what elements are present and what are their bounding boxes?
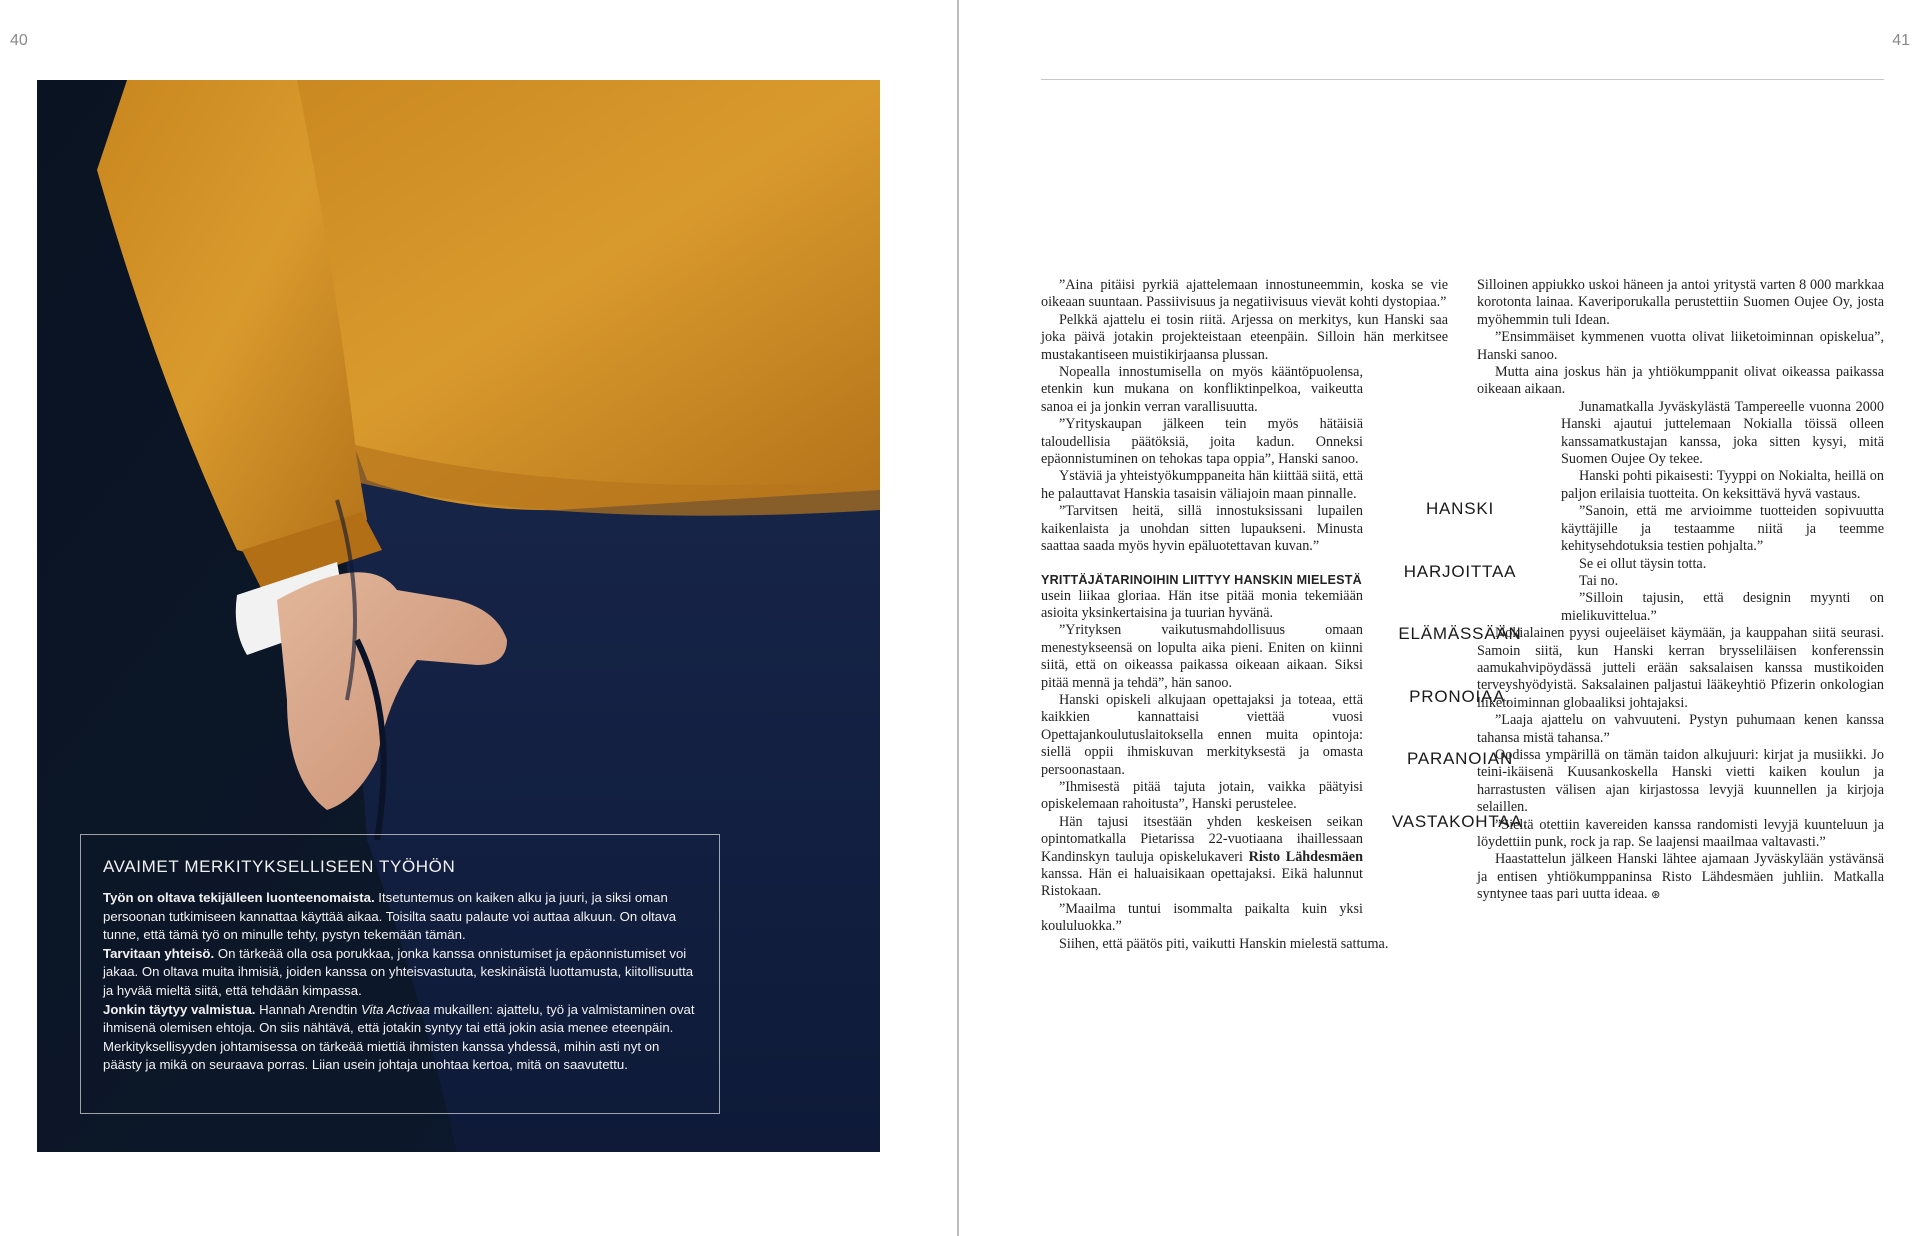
pull-quote-line: HANSKI — [1425, 499, 1495, 518]
paragraph — [1477, 851, 1884, 904]
section-subheading: YRITTÄJÄTARINOIHIN LIITTYY HANSKIN MIELESTÄ — [1041, 572, 1362, 587]
page-spine — [957, 0, 959, 1236]
paragraph: Mutta aina joskus hän ja yhtiökumppanit olivat oikeassa paikassa oikeaan aikaan. — [1477, 364, 1884, 398]
paragraph: ”Laaja ajattelu on vahvuuteni. Pystyn puhumaan kenen kanssa tahansa mistä tahansa.” — [1477, 712, 1884, 746]
keys-info-box — [80, 834, 720, 1114]
paragraph: ”Yrityksen vaikutusmahdollisuus omaan menestykseensä on lopulta aika pieni. Eniten on kiinni siitä, että on oikeassa paikassa oikeaan aikaan. Siksi pitää mennä ja tehdä”, hän sanoo. — [1041, 622, 1363, 691]
paragraph: ”Ihmisestä pitää tajuta jotain, vaikka päätyisi opiskelemaan rahoitusta”, Hanski perustelee. — [1041, 778, 1363, 813]
paragraph: Oodissa ympärillä on tämän taidon alkujuuri: kirjat ja musiikki. Jo teini-ikäisenä Kuusankoskella Hanski vietti kaiken koulun ja harrastusten välisen ajan kirjastossa levyjä kuunnellen ja kirjoja selaillen. — [1477, 746, 1884, 816]
article-column-2 — [1477, 277, 1884, 905]
paragraph — [1041, 814, 1363, 901]
paragraph: Ystäviä ja yhteistyökumppaneita hän kiittää siitä, että he palauttavat Hanskia tasaisin väliajoin maan pinnalle. — [1041, 468, 1363, 502]
pull-quote-line: VASTAKOHTAA. — [1391, 811, 1529, 831]
info-box-title: AVAIMET MERKITYKSELLISEEN TYÖHÖN — [103, 857, 456, 876]
book-title: Vita Activaa — [361, 1001, 430, 1017]
paragraph: ”Aina pitäisi pyrkiä ajattelemaan innostuneemmin, koska se vie oikeaan suuntaan. Passiivisuus ja negatiivisuus vievät kohti dystopiaa.” — [1041, 277, 1448, 311]
key-2-text: On tärkeää olla osa porukkaa, jonka kanssa onnistumiset ja epäonnistumiset voi jakaa. On oltava muita ihmisiä, joiden kanssa on yhteisvastuuta, keskinäistä luottamusta, kiitollisuutta ja hyvää mieltä siitä, että tehdään kimpassa. — [103, 945, 694, 998]
key-3-text-b: mukaillen: ajattelu, työ ja valmistaminen ovat ihmisenä olemisen ehtoja. On siis nähtävä, että jotakin syntyy tai että jokin asia menee eteenpäin. Merkityksellisyyden johtamisessa on tärkeää miettiä ihmisten kanssa yhdessä, mihin asti nyt on päästy ja mikä on seuraava porras. Liian usein johtaja unohtaa kertoa, mitä on saavutettu. — [103, 1001, 695, 1073]
paragraph: Nopealla innostumisella on myös kääntöpuolensa, etenkin kun mukana on konfliktinpelkoa, vaikeutta sanoa ei ja jonkin verran varallisuutta. — [1041, 364, 1363, 415]
paragraph: ”Sieltä otettiin kavereiden kanssa randomisti levyjä kuunteluun ja löydettiin punk, rock ja rap. Se laajensi maailmaa valtavasti.” — [1477, 816, 1884, 850]
paragraph: Junamatkalla Jyväskylästä Tampereelle vuonna 2000 Hanski ajautui juttelemaan Nokialla töissä olleen kanssamatkustajan kanssa, joka sitten kysyi, mitä Suomen Oujee Oy tekee. — [1561, 398, 1884, 468]
pull-quote-line: HARJOITTAA — [1403, 561, 1517, 581]
info-box-text — [103, 889, 699, 1075]
paragraph: Tai no. — [1579, 572, 1619, 589]
key-1-text: Itsetuntemus on kaiken alku ja juuri, ja siksi oman persoonan tutkimiseen kannattaa käyttää aikaa. Toisilta saatu palaute voi auttaa alkuun. On oltava tunne, että tämä työ on minulle tehty, pystyn tekemään tämän. — [103, 890, 677, 943]
paragraph: Hanski pohti pikaisesti: Tyyppi on Nokialta, heillä on paljon erilaisia tuotteita. On keksittävä hyvä vastaus. — [1561, 468, 1884, 502]
paragraph: Pelkkä ajattelu ei tosin riitä. Arjessa on merkitys, kun Hanski saa joka päivä jotakin projekteistaan eteenpäin. Silloin hän merkitsee mustakantiseen muistikirjaansa plussan. — [1041, 311, 1448, 363]
page-number-left: 40 — [10, 32, 28, 49]
paragraph: ”Tarvitsen heitä, sillä innostuksissani lupailen kaikenlaista ja unohdan sitten lupaukseni. Minusta saattaa saada myös hyvin epäluotettavan kuvan.” — [1041, 503, 1363, 555]
narrow-text-block — [1041, 364, 1363, 936]
top-rule — [1041, 79, 1884, 80]
paragraph: ”Ensimmäiset kymmenen vuotta olivat liiketoiminnan opiskelua”, Hanski sanoo. — [1477, 329, 1884, 363]
page-number-right: 41 — [1892, 32, 1910, 49]
paragraph: Nokialainen pyysi oujeeläiset käymään, ja kauppahan siitä seurasi. Samoin siitä, kun Hanski kerran brysseliläisen konferenssin aamukahvipöydässä jutteli erään saksalaisen kanssa mustikoiden terveyshyödyistä. Saksalainen paljastui lääkeyhtiö Pfizerin onkologian liiketoiminnan globaaliksi johtajaksi. — [1477, 625, 1884, 711]
text-run: Haastattelun jälkeen Hanski lähtee ajamaan Jyväskylään ystävänsä ja entisen yhtiökumppaninsa Risto Lähdesmäen juhliin. Matkalla syntynee taas pari uutta ideaa. — [1477, 851, 1884, 903]
pull-quote-line: PRONOIAA, — [1409, 686, 1511, 706]
text-run: kanssa. Hän ei haluaisikaan opettajaksi. Eikä halunnut Ristokaan. — [1041, 866, 1363, 900]
end-mark-icon: ⊛ — [1651, 889, 1661, 902]
key-2-heading: Tarvitaan yhteisö. — [103, 945, 215, 961]
key-3-text-a: Hannah Arendtin — [255, 1001, 362, 1017]
paragraph: ”Maailma tuntui isommalta paikalta kuin yksi koululuokka.” — [1041, 900, 1363, 935]
text-run: Hän tajusi itsestään yhden keskeisen seikan opintomatkalla Pietarissa 22-vuotiaana ihaillessaan Kandinskyn tauluja opiskelukaveri — [1041, 813, 1363, 865]
paragraph: usein liikaa gloriaa. Hän itse pitää monia tekemiään asioita yksinkertaisina ja tuurian hyvänä. — [1041, 587, 1363, 621]
pull-quote-line: ELÄMÄSSÄÄN — [1398, 624, 1522, 643]
paragraph: ”Sanoin, että me arvioimme tuotteiden sopivuutta käyttäjille ja testaamme niitä ja teemme kehitysehdotuksia testien pohjalta.” — [1561, 503, 1884, 555]
paragraph: Silloinen appiukko uskoi häneen ja antoi yritystä varten 8 000 markkaa korotonta lainaa. Kaveriporukalla perustettiin Suomen Oujee Oy, josta myöhemmin tuli Idean. — [1477, 277, 1884, 328]
paragraph: Hanski opiskeli alkujaan opettajaksi ja toteaa, että kaikkien kannattaisi viettää vuosi Opettajankoulutuslaitoksella ennen muita opintoja: siellä oppii ihmiskuvan merkityksestä ja omasta persoonastaan. — [1041, 691, 1363, 778]
paragraph: ”Yrityskaupan jälkeen tein myös hätäisiä taloudellisia päätöksiä, joita kadun. Onneksi epäonnistuminen on tehokas tapa oppia”, Hanski sanoo. — [1041, 416, 1363, 468]
inset-text-block — [1561, 399, 1884, 625]
paragraph: ”Silloin tajusin, että designin myynti on mielikuvitteluа.” — [1561, 590, 1884, 624]
paragraph: Se ei ollut täysin totta. — [1579, 555, 1707, 572]
key-1-heading: Työn on oltava tekijälleen luonteenomaista. — [103, 890, 375, 905]
key-3-heading: Jonkin täytyy valmistua. — [103, 1001, 256, 1017]
pull-quote-line: PARANOIAN — [1406, 749, 1514, 768]
paragraph: Siihen, että päätös piti, vaikutti Hanskin mielestä sattuma. — [1059, 935, 1389, 952]
person-name: Risto Lähdesmäen — [1248, 848, 1363, 865]
